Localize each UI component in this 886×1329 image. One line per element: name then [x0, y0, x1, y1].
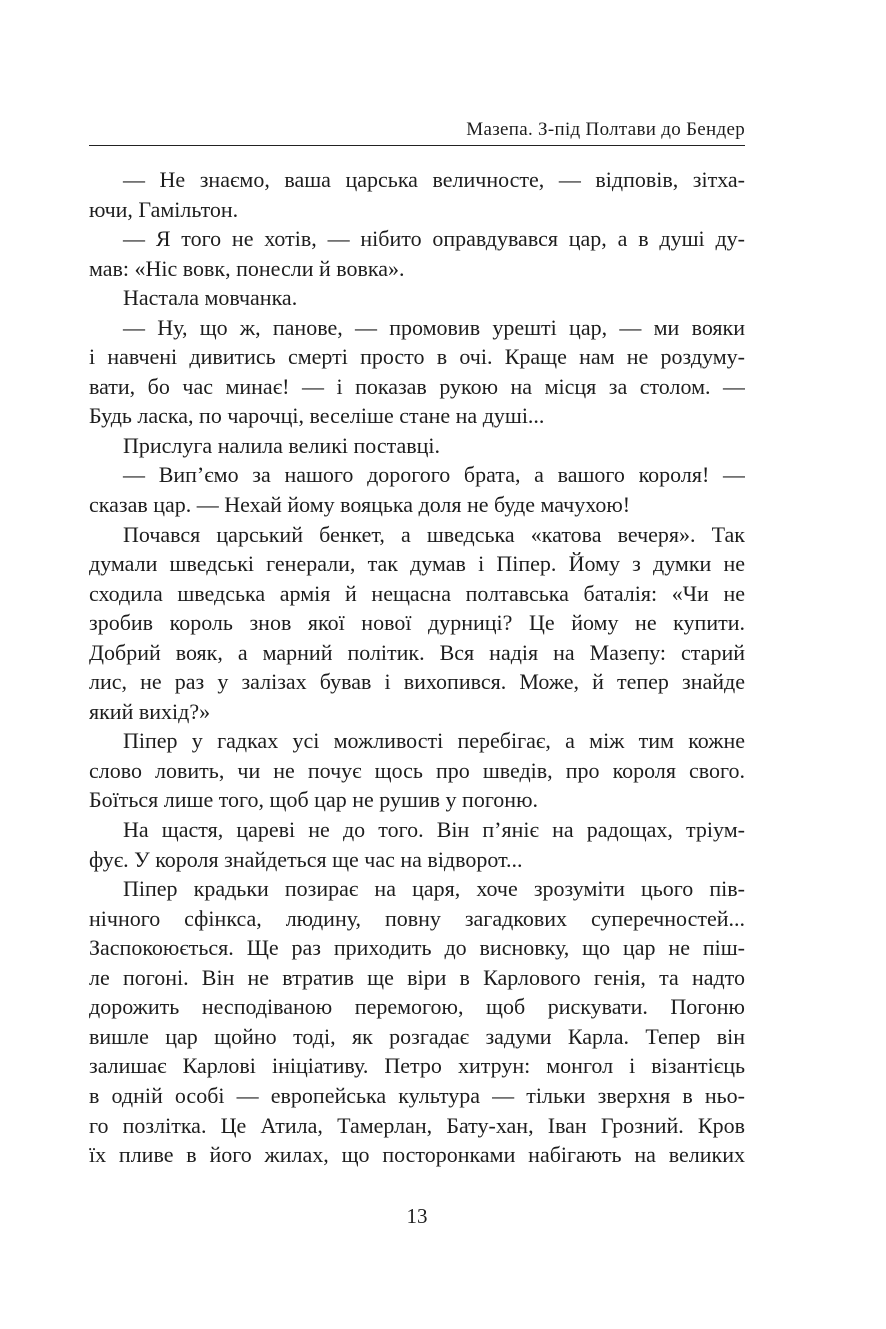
text-line: — Вип’ємо за нашого дорогого брата, а вашого короля! —: [123, 462, 745, 488]
text-line: ле погоні. Він не втратив ще віри в Карлового генія, та надто: [89, 964, 745, 990]
text-line: Добрий вояк, а марний політик. Вся надія на Мазепу: старий: [89, 639, 745, 665]
text-line: дорожить несподіваною перемогою, щоб рискувати. Погоню: [89, 994, 745, 1020]
text-line: — Не знаємо, ваша царська величносте, — відповів, зітха-: [123, 167, 745, 192]
text-line: Піпер крадьки позирає на царя, хоче зрозуміти цього пів-: [123, 876, 745, 902]
text-line: Боїться лише того, щоб цар не рушив у погоню.: [89, 787, 539, 813]
text-line: слово ловить, чи не почує щось про шведів, про короля свого.: [89, 757, 745, 783]
text-line: лис, не раз у залізах бував і вихопився. Може, й тепер знайде: [89, 669, 745, 695]
text-line: нічного сфінкса, людину, повну загадкових суперечностей...: [89, 905, 745, 931]
text-line: вати, бо час минає! — і показав рукою на місця за столом. —: [89, 373, 745, 399]
text-line: мав: «Ніс вовк, понесли й вовка».: [89, 255, 405, 281]
text-line: думали шведські генерали, так думав і Піпер. Йому з думки не: [89, 551, 745, 577]
text-line: Піпер у гадках усі можливості перебігає, а між тим кожне: [123, 728, 745, 754]
text-line: ючи, Гамільтон.: [89, 196, 239, 222]
text-line: Заспокоюється. Ще раз приходить до висновку, що цар не піш-: [89, 935, 745, 961]
text-line: Почався царський бенкет, а шведська «катова вечеря». Так: [123, 521, 745, 547]
text-line: вишле цар щойно тоді, як розгадає задуми Карла. Тепер він: [89, 1023, 745, 1049]
text-line: — Ну, що ж, панове, — промовив урешті цар, — ми вояки: [123, 314, 745, 340]
text-line: і навчені дивитись смерті просто в очі. Краще нам не роздуму-: [89, 344, 745, 370]
text-line: їх пливе в його жилах, що посторонками набігають на великих: [89, 1142, 745, 1168]
text-line: залишає Карлові ініціативу. Петро хитрун: монгол і візантієць: [89, 1053, 745, 1079]
text-line: в одній особі — европейська культура — тільки зверхня в ньо-: [89, 1082, 745, 1108]
text-line: фує. У короля знайдеться ще час на відворот...: [89, 846, 523, 872]
text-line: — Я того не хотів, — нібито оправдувався цар, а в душі ду-: [123, 226, 745, 252]
page-number: 13: [406, 1204, 428, 1228]
text-line: сказав цар. — Нехай йому вояцька доля не буде мачухою!: [89, 492, 631, 518]
text-line: На щастя, цареві не до того. Він п’яніє на радощах, тріум-: [123, 817, 745, 843]
running-header: [89, 118, 745, 146]
text-line: сходила шведська армія й нещасна полтавська баталія: «Чи не: [89, 580, 745, 606]
running-title: Мазепа. З-під Полтави до Бендер: [466, 119, 745, 140]
text-line: Будь ласка, по чарочці, веселіше стане на душі...: [89, 403, 545, 429]
text-line: Настала мовчанка.: [123, 285, 298, 311]
text-line: зробив король знов якої нової дурниці? Це йому не купити.: [89, 610, 745, 636]
text-line: який вихід?»: [89, 698, 211, 724]
body-text: [89, 165, 745, 1170]
text-line: го позлітка. Це Атила, Тамерлан, Бату-хан, Іван Грозний. Кров: [89, 1112, 745, 1138]
text-line: Прислуга налила великі поставці.: [123, 432, 441, 458]
